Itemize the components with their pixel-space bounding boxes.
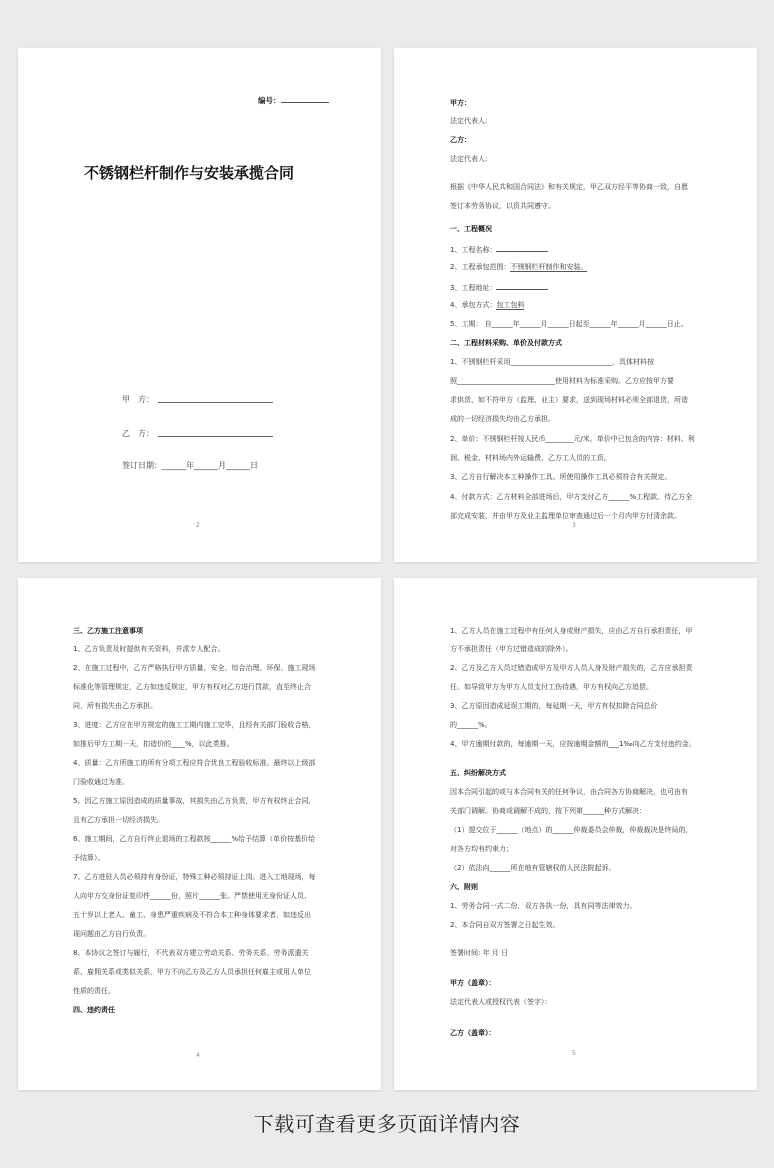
section-heading: 三、乙方施工注意事项 xyxy=(73,627,143,635)
text-line: 1、乙方负责及时提供有关资料，并派专人配合。 xyxy=(73,645,225,653)
watermark xyxy=(102,488,123,513)
text-line: 性质的责任。 xyxy=(73,987,115,995)
text-line: 3、乙方原因造成延误工期的，每延期一天，甲方有权扣除合同总价 xyxy=(450,702,658,710)
text-line: （2）依法向______所在地有管辖权的人民法院起诉。 xyxy=(450,864,616,872)
text-line: 的______%。 xyxy=(450,721,492,729)
document-page-4 xyxy=(18,578,381,1090)
party-b: 乙方： xyxy=(450,136,471,144)
party-b-seal: 乙方（盖章）： xyxy=(450,1029,496,1037)
party-a-label: 甲 方： xyxy=(122,395,154,404)
text-line: 任。如导致甲方为甲方人员支付工伤待遇，甲方有权向乙方追偿。 xyxy=(450,683,653,691)
party-a-seal: 甲方（盖章）： xyxy=(450,979,496,987)
document-page-2 xyxy=(18,48,381,562)
text-line: 6、施工期间，乙方自行终止退场的工程款按______%给予结算（单价按基价给 xyxy=(73,835,316,843)
section-heading: 六、附则 xyxy=(450,883,478,891)
text-line: 成的一切经济损失均由乙方承担。 xyxy=(450,415,555,423)
list-item: 4、承包方式：包工包料 xyxy=(450,301,525,309)
document-page-5 xyxy=(394,578,757,1090)
intro-line: 签订本劳务协议，以资共同遵守。 xyxy=(450,202,555,210)
section-heading: 五、纠纷解决方式 xyxy=(450,769,506,777)
text-line: 五十岁以上老人、童工、身患严重疾病及不符合本工种身体要求者，如违反出 xyxy=(73,911,311,919)
text-line: 1、乙方人员在施工过程中有任何人身或财产损失，应由乙方自行承担责任，甲 xyxy=(450,627,693,635)
text-line: 2、乙方及乙方人员过错造成甲方及甲方人员人身及财产损失的，乙方应承担责 xyxy=(450,664,693,672)
sign-date: 签订日期：______年______月______日 xyxy=(122,461,258,470)
page-number: 5 xyxy=(572,1050,576,1057)
list-item: 3、工程地址： xyxy=(450,281,548,293)
text-line: 1、劳务合同一式二份，双方各执一份，具有同等法律效力。 xyxy=(450,902,637,910)
text-line: 4、付款方式：乙方材料全部进场后，甲方支付乙方______%工程款。待乙方全 xyxy=(450,493,693,501)
legal-rep-a: 法定代表人: xyxy=(450,117,488,125)
text-line: 3、进度：乙方应在甲方规定的施工工期内施工完毕，且经有关部门验收合格， xyxy=(73,721,316,729)
section-heading: 一、工程概况 xyxy=(450,225,492,233)
text-line: 且有乙方承担一切经济损失。 xyxy=(73,816,164,824)
text-line: 3、乙方自行解决本工种操作工具。所使用操作工具必须符合有关规定。 xyxy=(450,473,672,481)
text-line: 人向甲方交身份证复印件______份，照片______张。严禁使用无身份证人员、 xyxy=(73,892,311,900)
list-item: 1、工程名称： xyxy=(450,243,548,255)
text-line: 标准化等管理规定，乙方如违反规定，甲方有权对乙方进行罚款，直至终止合 xyxy=(73,683,311,691)
page-title: 不锈钢栏杆制作与安装承揽合同 xyxy=(84,164,295,182)
party-a-line xyxy=(158,402,273,403)
section-heading: 二、工程材料采购、单价及付款方式 xyxy=(450,339,562,347)
representative-signature: 法定代表人或授权代表（签字）： xyxy=(450,998,552,1006)
legal-rep-b: 法定代表人: xyxy=(450,155,488,163)
text-line: 2、在施工过程中，乙方严格执行甲方质量、安全、综合治理、环保、施工现场 xyxy=(73,664,316,672)
list-item: 5、工期： 自______年______月______日起至______年______月______日止。 xyxy=(450,320,688,328)
page-number: 3 xyxy=(572,522,576,529)
list-item: 2、工程承包范围：不锈钢栏杆制作和安装。 xyxy=(450,263,588,271)
intro-line: 根据《中华人民共和国合同法》和有关规定，甲乙双方经平等协商一致，自愿 xyxy=(450,183,688,191)
text-line: 予结算）。 xyxy=(73,854,105,862)
party-b-label: 乙 方： xyxy=(122,429,154,438)
text-line: 2、本合同自双方签署之日起生效。 xyxy=(450,921,560,929)
text-line: 如推后甲方工期一天，扣造价的____%，以此类推。 xyxy=(73,740,234,748)
text-line: 因本合同引起的或与本合同有关的任何争议，由合同各方协商解决，也可由有 xyxy=(450,788,688,796)
text-line: 部完成安装，并由甲方及业主监理单位审查通过后一个月内甲方付清余款。 xyxy=(450,512,681,520)
sign-time: 签署时间: 年 月 日 xyxy=(450,949,509,957)
text-line: 润、税金、材料场内外运输费、乙方工人员的工资。 xyxy=(450,454,611,462)
text-line: 8、本协议之签订与履行，不代表双方建立劳动关系、劳务关系、劳务派遣关 xyxy=(73,949,309,957)
text-line: 求供货，如不符甲方（监理、业主）要求，送到现场材料必须全部退货，所造 xyxy=(450,396,688,404)
text-line: （1）提交位于______（地点）的______仲裁委员会仲裁，仲裁裁决是终局的， xyxy=(450,826,693,834)
text-line: 照____________________________使用材料为标准采购。乙方应按甲方要 xyxy=(450,377,674,385)
text-line: 同，所有损失由乙方承担。 xyxy=(73,702,157,710)
text-line: 关部门调解。协商或调解不成的，按下列第______种方式解决： xyxy=(450,807,646,815)
text-line: 4、质量：乙方所施工的所有分项工程应符合优良工程验收标准。最终以上级部 xyxy=(73,759,316,767)
text-line: 7、乙方进驻人员必须持有身份证，特殊工种必须持证上岗。进入工地现场，每 xyxy=(73,873,316,881)
page-number: 2 xyxy=(196,522,200,529)
text-line: 2、单价：不锈钢栏杆按人民币________元/米，单价中已包含的内容：材料、利 xyxy=(450,435,695,443)
contract-number-label: 编号： xyxy=(258,94,329,106)
text-line: 对各方均有约束力； xyxy=(450,845,513,853)
party-b-line xyxy=(158,436,273,437)
text-line: 4、甲方逾期付款的，每逾期一天，应按逾期金额的___1‰向乙方支付违约金。 xyxy=(450,740,696,748)
document-page-3 xyxy=(394,48,757,562)
page-number: 4 xyxy=(196,1052,200,1059)
text-line: 5、因乙方施工原因造成的质量事故，其损失由乙方负责，甲方有权终止合同， xyxy=(73,797,316,805)
text-line: 系、雇佣关系或类似关系，甲方不向乙方及乙方人员承担任何雇主或用人单位 xyxy=(73,968,311,976)
download-more-caption: 下载可查看更多页面详情内容 xyxy=(253,1112,521,1136)
party-a: 甲方： xyxy=(450,99,471,107)
text-line: 现问题由乙方自行负责。 xyxy=(73,930,150,938)
section-heading: 四、违约责任 xyxy=(73,1006,115,1014)
text-line: 1、不锈钢栏杆采用_____________________________，具体材料按 xyxy=(450,358,654,366)
text-line: 门验收通过为准。 xyxy=(73,778,129,786)
text-line: 方不承担责任（甲方过错造成的除外）。 xyxy=(450,645,573,653)
